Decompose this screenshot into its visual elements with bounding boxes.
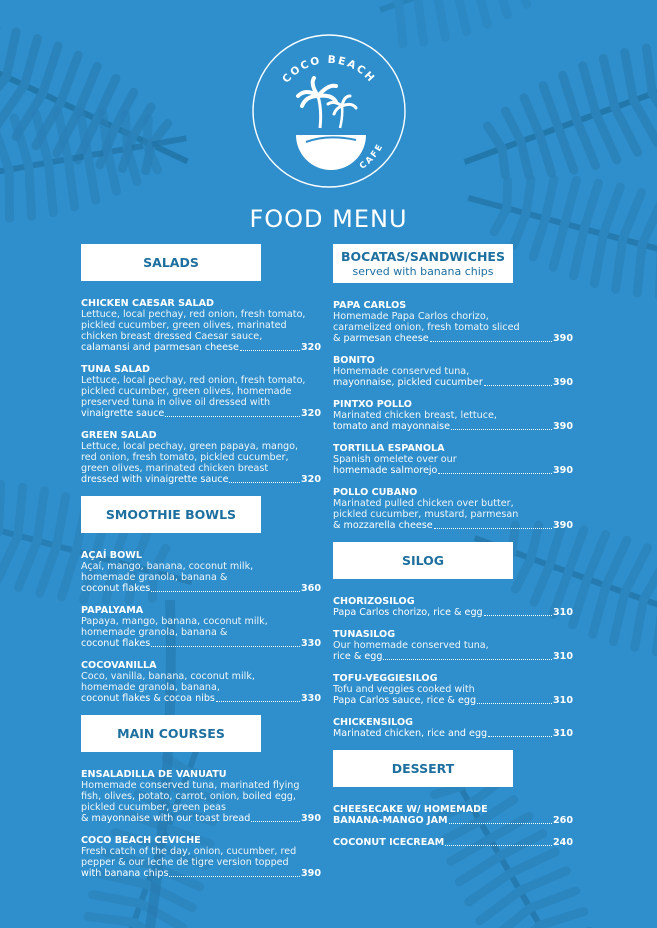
section-smoothie-bowls (81, 496, 321, 704)
menu-item (333, 717, 573, 739)
item-name: GREEN SALAD (81, 430, 157, 441)
item-description-last: mayonnaise, pickled cucumber (333, 377, 483, 388)
dot-leader (434, 528, 552, 529)
item-name: PAPALYAMA (81, 605, 144, 616)
section-bocatas-sandwiches (333, 244, 573, 531)
item-price-line (81, 638, 321, 649)
item-description: Lettuce, local pechay, red onion, fresh tomato, pickled cucumber, green olives, homemade preserved tuna in olive oil dressed with (81, 375, 306, 408)
item-description-last: calamansi and parmesan cheese (81, 342, 239, 353)
dot-leader (251, 821, 300, 822)
item-name: TORTILLA ESPANOLA (333, 443, 445, 454)
item-price-line (333, 465, 573, 476)
item-description: Fresh catch of the day, onion, cucumber, red pepper & our leche de tigre version topped (81, 846, 297, 868)
item-price: 390 (552, 333, 573, 344)
item-name: POLLO CUBANO (333, 487, 418, 498)
dot-leader (151, 591, 300, 592)
item-name: ENSALADILLA DE VANUATU (81, 769, 227, 780)
dot-leader (445, 845, 552, 846)
item-name: CHICKEN CAESAR SALAD (81, 298, 214, 309)
item-price-line (333, 695, 573, 706)
item-description: Homemade Papa Carlos chorizo, caramelized onion, fresh tomato sliced (333, 311, 520, 333)
item-description-last: coconut flakes (81, 583, 151, 594)
item-name: TUNA SALAD (81, 364, 150, 375)
item-description: Lettuce, local pechay, green papaya, mango, red onion, fresh tomato, pickled cucumber, green olives, marinated chicken breast (81, 441, 299, 474)
menu-item (81, 605, 321, 649)
item-price-line (333, 728, 573, 739)
menu-item (81, 660, 321, 704)
item-price-line (81, 813, 321, 824)
section-heading-text: BOCATAS/SANDWICHES (341, 249, 505, 264)
item-price-line (81, 583, 321, 594)
dot-leader (430, 341, 552, 342)
item-price-line (333, 607, 573, 618)
item-price: 330 (300, 693, 321, 704)
item-price: 390 (552, 421, 573, 432)
item-description-last: homemade salmorejo (333, 465, 438, 476)
item-name: COCOVANILLA (81, 660, 157, 671)
item-name: PINTXO POLLO (333, 399, 412, 410)
item-description-last: rice & egg (333, 651, 383, 662)
menu-item (333, 443, 573, 476)
logo-arc-top: COCO BEACH (280, 53, 378, 86)
item-name: CHICKENSILOG (333, 717, 413, 728)
section-heading (333, 244, 513, 283)
section-main-courses (81, 715, 321, 879)
item-description-last: coconut flakes & cocoa nibs (81, 693, 215, 704)
menu-item (81, 550, 321, 594)
item-price-line (81, 868, 321, 879)
dot-leader (169, 876, 300, 877)
item-description: Açaí, mango, banana, coconut milk, homemade granola, banana & (81, 561, 254, 583)
item-price-line (333, 421, 573, 432)
item-description: Our homemade conserved tuna, (333, 640, 489, 651)
item-name: PAPA CARLOS (333, 300, 407, 311)
section-heading (333, 542, 513, 579)
section-heading (333, 750, 513, 787)
section-heading-text: SMOOTHIE BOWLS (105, 507, 237, 522)
dot-leader (216, 701, 300, 702)
item-price-line (81, 408, 321, 419)
dot-leader (488, 736, 552, 737)
item-price: 390 (552, 377, 573, 388)
item-name: AÇAÍ BOWL (81, 550, 142, 561)
menu-item (81, 430, 321, 485)
item-description-last: with banana chips (81, 868, 169, 879)
dot-leader (165, 416, 300, 417)
item-price-line (333, 377, 573, 388)
menu-item (333, 673, 573, 706)
dot-leader (229, 482, 299, 483)
item-name: BONITO (333, 355, 375, 366)
menu-item (333, 596, 573, 618)
dot-leader (484, 615, 552, 616)
menu-item (81, 769, 321, 824)
item-description-last: tomato and mayonnaise (333, 421, 451, 432)
section-silog (333, 542, 573, 739)
dot-leader (240, 350, 300, 351)
item-price: 390 (300, 868, 321, 879)
item-description-last: coconut flakes (81, 638, 151, 649)
item-description-last: vinaigrette sauce (81, 408, 165, 419)
item-price: 240 (552, 837, 573, 848)
item-description-last: Papa Carlos chorizo, rice & egg (333, 607, 483, 618)
dot-leader (451, 429, 552, 430)
item-price: 390 (552, 520, 573, 531)
item-description: Homemade conserved tuna, (333, 366, 470, 377)
item-description: Marinated chicken breast, lettuce, (333, 410, 497, 421)
menu-item (333, 837, 573, 848)
item-price: 260 (552, 815, 573, 826)
item-description-last: dressed with vinaigrette sauce (81, 474, 229, 485)
section-heading-text: SALADS (143, 255, 199, 270)
item-description: Tofu and veggies cooked with (333, 684, 475, 695)
dot-leader (477, 703, 552, 704)
item-price: 310 (552, 728, 573, 739)
menu-item (333, 300, 573, 344)
item-price: 310 (552, 607, 573, 618)
dot-leader (484, 385, 552, 386)
item-price-line (333, 333, 573, 344)
menu-item (333, 399, 573, 432)
dot-leader (151, 646, 300, 647)
coco-beach-logo (248, 30, 410, 192)
item-description-last: & mayonnaise with our toast bread (81, 813, 251, 824)
item-name: COCO BEACH CEVICHE (81, 835, 201, 846)
dot-leader (438, 473, 552, 474)
item-price: 330 (300, 638, 321, 649)
item-description: Coco, vanilla, banana, coconut milk, homemade granola, banana, (81, 671, 255, 693)
item-name: TOFU-VEGGIESILOG (333, 673, 438, 684)
menu-item (333, 355, 573, 388)
item-description-last: & mozzarella cheese (333, 520, 433, 531)
item-price: 390 (300, 813, 321, 824)
item-name: CHEESECAKE W/ HOMEMADE (333, 804, 488, 815)
section-salads (81, 244, 321, 485)
svg-text:COCO BEACH (280, 54, 378, 86)
item-description: Marinated pulled chicken over butter, pickled cucumber, mustard, parmesan (333, 498, 519, 520)
item-price-line (333, 651, 573, 662)
item-price: 320 (300, 342, 321, 353)
dot-leader (383, 659, 552, 660)
item-price-line (333, 520, 573, 531)
item-price-line (333, 837, 573, 848)
section-heading-text: SILOG (401, 553, 445, 568)
section-heading-text: DESSERT (391, 761, 455, 776)
item-description-last: & parmesan cheese (333, 333, 429, 344)
item-description-last: Papa Carlos sauce, rice & egg (333, 695, 477, 706)
dot-leader (449, 823, 552, 824)
right-column (333, 244, 573, 859)
section-subheading: served with banana chips (352, 265, 494, 278)
section-dessert (333, 750, 573, 848)
item-description: Homemade conserved tuna, marinated flying fish, olives, potato, carrot, onion, boiled egg, pickled cucumber, green peas (81, 780, 300, 813)
item-description: Spanish omelete over our (333, 454, 457, 465)
menu-item (333, 487, 573, 531)
item-price: 390 (552, 465, 573, 476)
menu-item (333, 804, 573, 826)
item-price-line (333, 815, 573, 826)
item-name: TUNASILOG (333, 629, 396, 640)
item-price: 310 (552, 651, 573, 662)
menu-title: FOOD MENU (249, 205, 408, 233)
item-price: 320 (300, 474, 321, 485)
item-price-line (81, 693, 321, 704)
item-description: Lettuce, local pechay, red onion, fresh tomato, pickled cucumber, green olives, marinated chicken breast dressed Caesar sauce, (81, 309, 306, 342)
menu-item (333, 629, 573, 662)
section-heading (81, 715, 261, 752)
item-price: 320 (300, 408, 321, 419)
item-description-last: Marinated chicken, rice and egg (333, 728, 488, 739)
item-description-last: BANANA-MANGO JAM (333, 815, 448, 826)
section-heading (81, 496, 261, 533)
menu-item (81, 298, 321, 353)
item-name: CHORIZOSILOG (333, 596, 415, 607)
item-price-line (81, 474, 321, 485)
menu-item (81, 364, 321, 419)
menu-item (81, 835, 321, 879)
item-price-line (81, 342, 321, 353)
section-heading-text: MAIN COURSES (117, 726, 225, 741)
section-heading (81, 244, 261, 281)
left-column (81, 244, 321, 890)
item-price: 360 (300, 583, 321, 594)
logo-arc-bottom: CAFE (357, 141, 386, 172)
item-price: 310 (552, 695, 573, 706)
item-description-last: COCONUT ICECREAM (333, 837, 445, 848)
item-description: Papaya, mango, banana, coconut milk, homemade granola, banana & (81, 616, 268, 638)
